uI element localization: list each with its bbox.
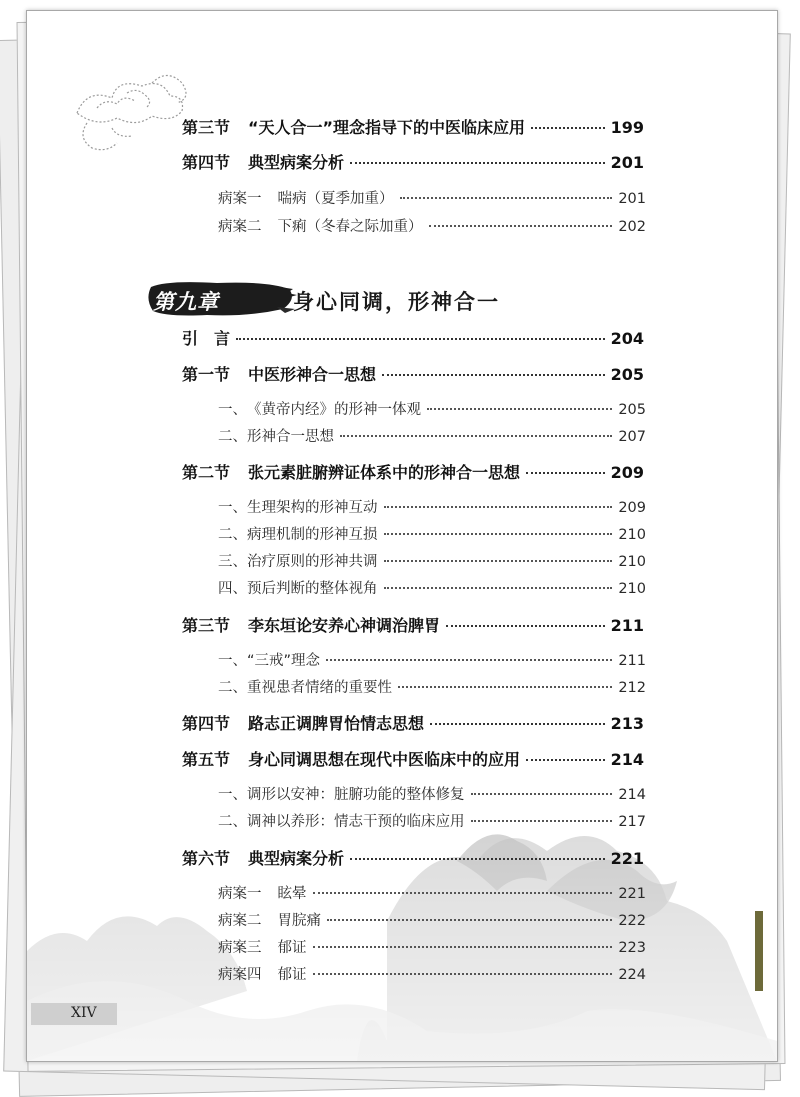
page-number: 199 [610,118,644,137]
section-title: 李东垣论安养心神调治脾胃 [248,616,441,635]
subentry-title: 治疗原则的形神共调 [247,554,378,570]
subentry-label: 病案一 [218,191,262,207]
toc-subentry[interactable] [218,963,646,984]
dot-leader [382,374,605,376]
page-number: 222 [618,913,646,929]
page-number: 212 [618,680,646,696]
toc-subentry[interactable] [218,215,646,236]
dot-leader [430,723,605,725]
section-title: 典型病案分析 [248,153,345,172]
toc-subentry[interactable] [218,676,646,697]
auspicious-cloud-ornament [57,53,207,153]
subentry-label: 病案二 [218,219,262,235]
dot-leader [398,686,612,688]
subentry-label: 一、 [218,402,247,418]
dot-leader [384,560,613,562]
section-label: 第四节 [182,714,231,733]
page-number: 211 [618,653,646,669]
toc-entry[interactable] [182,326,644,349]
subentry-title: 预后判断的整体视角 [247,581,378,597]
subentry-title: 喘病（夏季加重） [277,191,394,207]
subentry-title: 病理机制的形神互损 [247,527,378,543]
section-label: 第二节 [182,463,231,482]
toc-entry[interactable] [182,747,644,770]
page-number: 204 [610,329,644,348]
dot-leader [350,858,605,860]
chapter-title: 身心同调，形神合一 [293,289,500,314]
subentry-label: 二、 [218,527,247,543]
book-page [26,10,778,1062]
section-label: 第三节 [182,118,231,137]
subentry-title: 胃脘痛 [277,913,321,929]
section-label: 引 言 [182,329,231,348]
subentry-label: 二、 [218,814,247,830]
section-label: 第六节 [182,849,231,868]
dot-leader [471,820,613,822]
page-number: 201 [610,153,644,172]
page-number: 205 [610,365,644,384]
toc-subentry[interactable] [218,936,646,957]
section-title: “天人合一”理念指导下的中医临床应用 [248,118,526,137]
toc-entry[interactable] [182,362,644,385]
dot-leader [313,973,613,975]
subentry-label: 一、 [218,500,247,516]
page-number: 217 [618,814,646,830]
page-number: 210 [618,581,646,597]
dot-leader [236,338,605,340]
toc-entry[interactable] [182,846,644,869]
dot-leader [526,759,605,761]
page-number: 205 [618,402,646,418]
dot-leader [446,625,605,627]
dot-leader [350,162,605,164]
toc-subentry[interactable] [218,425,646,446]
page-number: 211 [610,616,644,635]
toc-subentry[interactable] [218,783,646,804]
section-title: 张元素脏腑辨证体系中的形神合一思想 [248,463,521,482]
page-number: 210 [618,527,646,543]
toc-subentry[interactable] [218,649,646,670]
subentry-title: “三戒”理念 [247,653,321,669]
page-number: 209 [610,463,644,482]
dot-leader [384,587,613,589]
toc-subentry[interactable] [218,187,646,208]
subentry-title: 下痢（冬春之际加重） [277,219,423,235]
dot-leader [326,659,612,661]
subentry-label: 病案二 [218,913,262,929]
subentry-label: 四、 [218,581,247,597]
toc-subentry[interactable] [218,523,646,544]
toc-subentry[interactable] [218,496,646,517]
toc-subentry[interactable] [218,909,646,930]
dot-leader [429,225,613,227]
dot-leader [427,408,612,410]
dot-leader [340,435,612,437]
page-number: 213 [610,714,644,733]
page-number: 201 [618,191,646,207]
subentry-label: 二、 [218,429,247,445]
section-label: 第三节 [182,616,231,635]
dot-leader [384,533,613,535]
page-number: 221 [610,849,644,868]
toc-entry[interactable] [182,150,644,173]
page-number: 210 [618,554,646,570]
section-title: 身心同调思想在现代中医临床中的应用 [248,750,521,769]
toc-subentry[interactable] [218,810,646,831]
toc-entry[interactable] [182,711,644,734]
dot-leader [327,919,612,921]
subentry-label: 一、 [218,653,247,669]
page-number: 221 [618,886,646,902]
section-label: 第一节 [182,365,231,384]
dot-leader [471,793,613,795]
subentry-label: 病案三 [218,940,262,956]
page-number: 223 [618,940,646,956]
page-number: 214 [618,787,646,803]
edge-mark [755,911,763,991]
subentry-label: 三、 [218,554,247,570]
section-label: 第五节 [182,750,231,769]
toc-subentry[interactable] [218,550,646,571]
dot-leader [313,892,613,894]
section-title: 路志正调脾胃怡情志思想 [248,714,425,733]
chapter-label: 第九章 [153,289,219,314]
subentry-label: 二、 [218,680,247,696]
subentry-title: 生理架构的形神互动 [247,500,378,516]
toc-subentry[interactable] [218,398,646,419]
page-number: 214 [610,750,644,769]
dot-leader [526,472,605,474]
subentry-title: 《黄帝内经》的形神一体观 [247,402,421,418]
dot-leader [400,197,613,199]
chapter-heading [147,279,547,323]
toc-entry[interactable] [182,115,644,138]
subentry-title: 郁证 [277,967,307,983]
folio-number: XIV [71,1005,97,1021]
subentry-label: 病案四 [218,967,262,983]
subentry-label: 一、 [218,787,247,803]
section-title: 中医形神合一思想 [248,365,377,384]
section-label: 第四节 [182,153,231,172]
toc-subentry[interactable] [218,882,646,903]
subentry-title: 重视患者情绪的重要性 [247,680,392,696]
subentry-title: 调神以养形：情志干预的临床应用 [247,814,465,830]
dot-leader [313,946,613,948]
page-number: 209 [618,500,646,516]
page-number: 224 [618,967,646,983]
section-title: 典型病案分析 [248,849,345,868]
page-number: 207 [618,429,646,445]
subentry-title: 眩晕 [277,886,307,902]
ink-mountain-landscape [27,801,777,1061]
dot-leader [384,506,613,508]
page-number-tab [31,1003,117,1025]
subentry-title: 郁证 [277,940,307,956]
dot-leader [531,127,605,129]
toc-entry[interactable] [182,460,644,483]
subentry-title: 调形以安神：脏腑功能的整体修复 [247,787,465,803]
subentry-title: 形神合一思想 [247,429,334,445]
subentry-label: 病案一 [218,886,262,902]
toc-entry[interactable] [182,613,644,636]
page-number: 202 [618,219,646,235]
toc-subentry[interactable] [218,577,646,598]
